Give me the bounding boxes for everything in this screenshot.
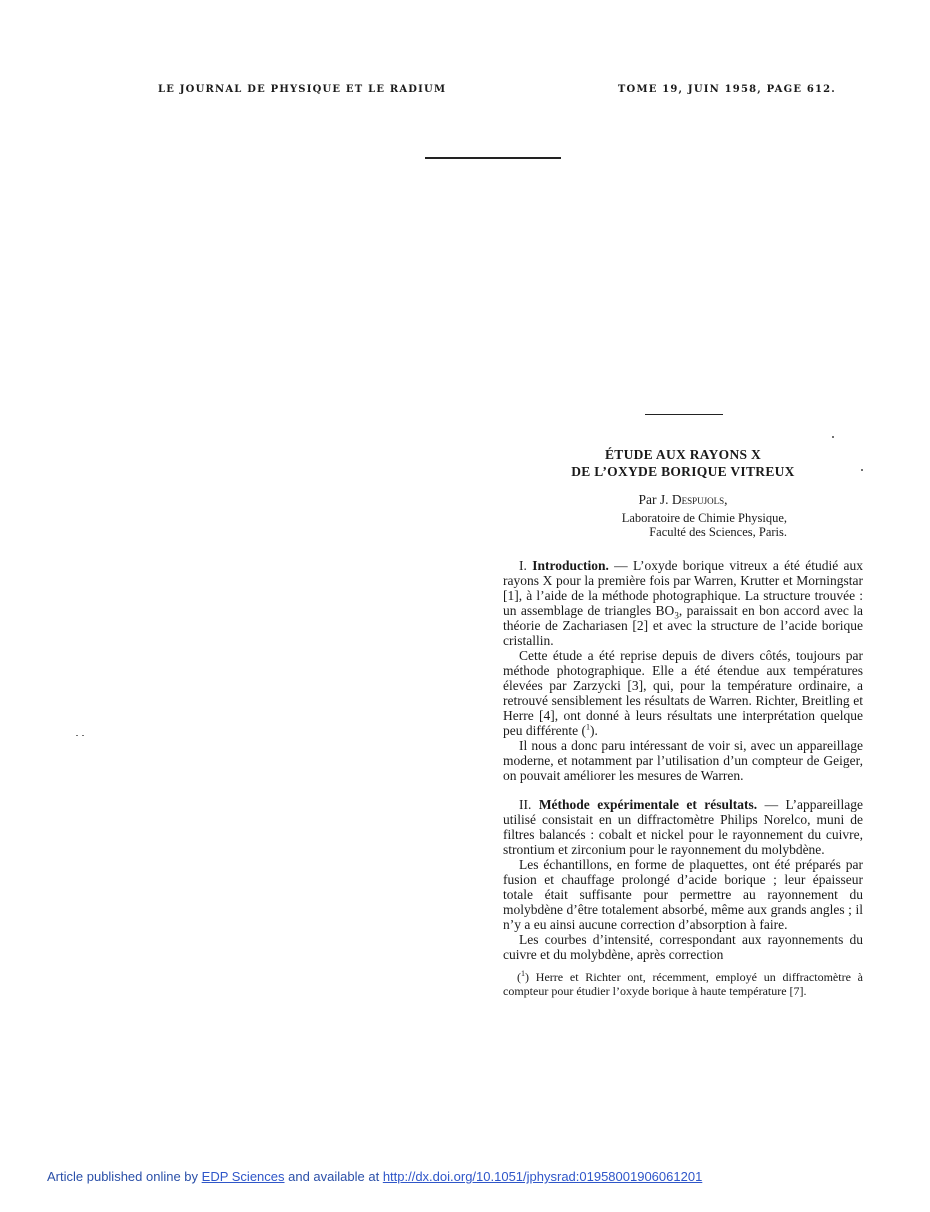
author-name: Despujols,: [671, 492, 728, 507]
paragraph: Les courbes d’intensité, correspondant aux rayonnements du cuivre et du molybdène, après correction: [503, 932, 863, 962]
section-heading: Méthode expérimentale et résultats.: [538, 797, 758, 812]
footnote: [503, 970, 863, 998]
paragraph-text: — L’appareillage utilisé consistait en un diffractomètre Philips Norelco, muni de filtres balancés : cobalt et nickel pour le rayonnement du cuivre, strontium et zirconium pour le rayonnement du molybdène.: [503, 797, 863, 857]
section-introduction: [503, 558, 863, 783]
footnote-marker: 1: [521, 969, 525, 978]
paragraph-text: — L’oxyde borique vitreux a été étudié aux rayons X pour la première fois par Warren, Krutter et Morningstar [1], à l’aide de la méthode photographique. La structure trouvée : un assemblage de triangles BO: [503, 558, 863, 618]
scan-speck: [82, 735, 84, 736]
subscript: 3: [674, 610, 679, 621]
affiliation: [503, 511, 863, 539]
scan-speck: [76, 735, 78, 736]
byline: [503, 492, 863, 508]
affiliation-line: Laboratoire de Chimie Physique,: [621, 511, 787, 525]
issue-page-info: TOME 19, JUIN 1958, PAGE 612.: [617, 84, 836, 95]
publication-footer: [47, 1169, 702, 1184]
title-line: ÉTUDE AUX RAYONS X: [604, 447, 762, 462]
footnote-ref[interactable]: 1: [585, 722, 590, 732]
paragraph: [503, 558, 863, 648]
byline-prefix: Par J.: [638, 492, 672, 507]
footnote-body: Herre et Richter ont, récemment, employé un diffractomètre à compteur pour étudier l’oxyde borique à haute température [7].: [503, 970, 863, 998]
footer-text: Article published online by: [47, 1169, 202, 1184]
paragraph: [503, 648, 863, 738]
journal-running-head: LE JOURNAL DE PHYSIQUE ET LE RADIUM: [158, 84, 447, 95]
section-heading: Introduction.: [532, 558, 609, 573]
section-number: II.: [519, 797, 539, 812]
publisher-link[interactable]: EDP Sciences: [201, 1169, 285, 1184]
doi-link[interactable]: http://dx.doi.org/10.1051/jphysrad:01958001906061201: [382, 1169, 703, 1184]
section-methods: [503, 797, 863, 962]
paragraph: Il nous a donc paru intéressant de voir si, avec un appareillage moderne, et notamment par l’utilisation d’un compteur de Geiger, on pouvait améliorer les mesures de Warren.: [503, 738, 863, 783]
footnote-text: ($^1$) Herre et Richter ont, récemment, employé un diffractomètre à compteur pour étudier l’oxyde borique à haute température [7].: [503, 969, 863, 998]
title-line: DE L’OXYDE BORIQUE VITREUX: [571, 464, 795, 479]
article-column: [503, 446, 863, 998]
affiliation-line: Faculté des Sciences, Paris.: [649, 525, 787, 539]
paragraph-text: , paraissait en bon accord avec la théorie de Zachariasen [2] et avec la structure de l’acide borique cristallin.: [503, 603, 863, 648]
header-divider: [425, 157, 561, 159]
scan-speck: [832, 436, 834, 438]
article-title: [503, 446, 863, 480]
paragraph: [503, 797, 863, 857]
footer-text: and available at: [284, 1169, 383, 1184]
section-number: I.: [519, 558, 533, 573]
paragraph: Les échantillons, en forme de plaquettes, ont été préparés par fusion et chauffage prolongé d’acide borique ; leur épaisseur totale était suffisante pour permettre au rayonnement du molybdène d’être totalement absorbé, même aux grands angles ; il n’y a eu ainsi aucune correction d’absorption à faire.: [503, 857, 863, 932]
paragraph-text: Cette étude a été reprise depuis de divers côtés, toujours par méthode photographique. Elle a été étendue aux températures élevées par Zarzycki [3], qui, pour la température ordinaire, a retrouvé sensiblement les résultats de Warren. Richter, Breitling et Herre [4], ont donné à leurs résultats une interprétation quelque peu différente (: [503, 648, 863, 738]
title-divider: [645, 414, 723, 415]
paragraph-text: ).: [589, 723, 598, 738]
